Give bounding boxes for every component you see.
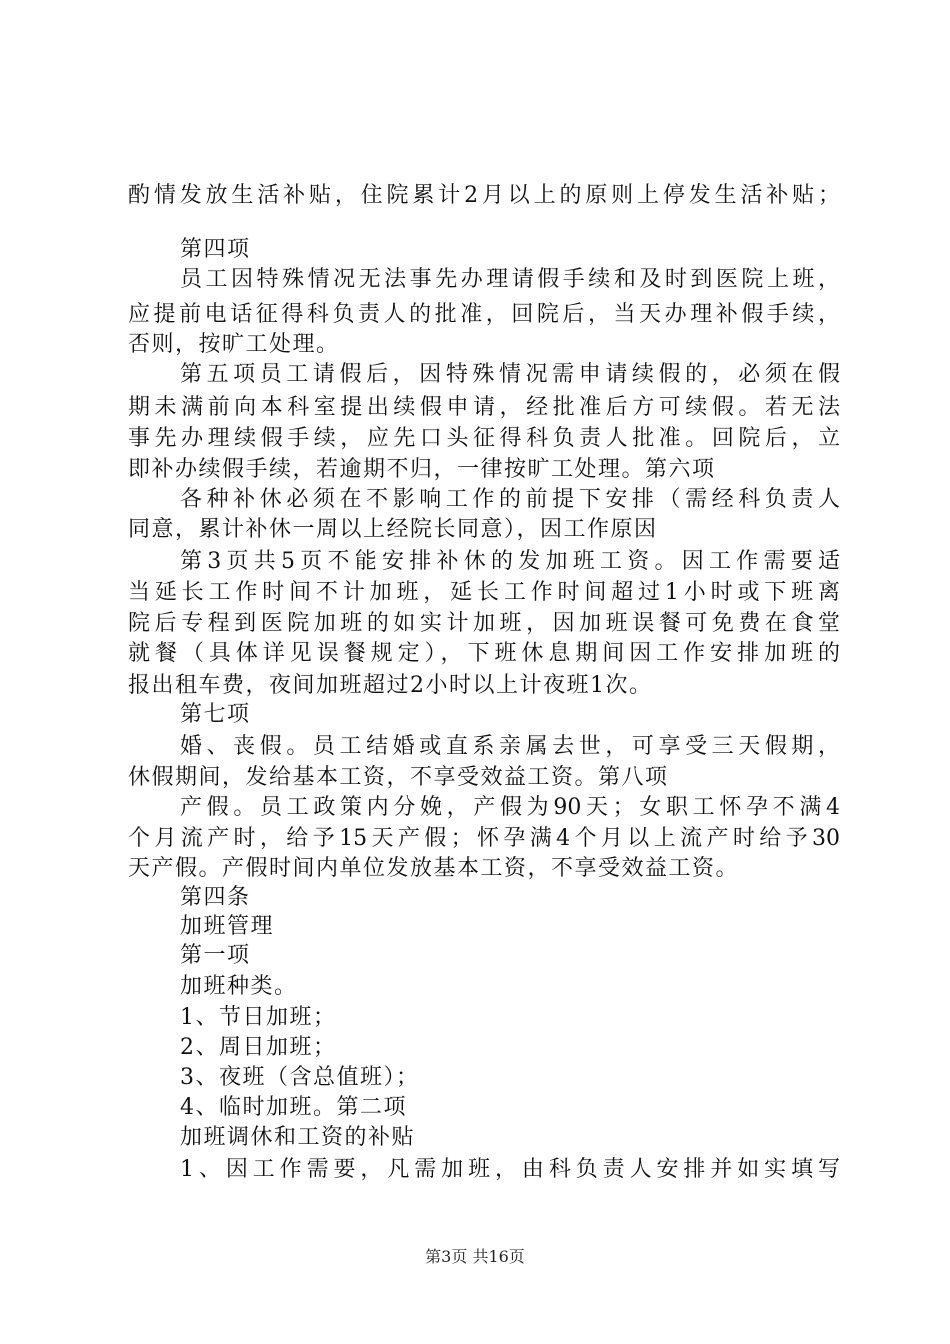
text-line: 第3页共5页不能安排补休的发加班工资。因工作需要适 [180, 549, 840, 574]
text-line: 产假。员工政策内分娩，产假为90天；女职工怀孕不满4 [180, 795, 840, 820]
page-footer: 第3页 共16页 [425, 1247, 525, 1266]
article-heading: 第四条 [180, 885, 251, 910]
text-line: 应提前电话征得科负责人的批准，回院后，当天办理补假手续， [128, 302, 840, 327]
text-line: 休假期间，发给基本工资，不享受效益工资。第八项 [128, 765, 669, 790]
text-line: 各种补休必须在不影响工作的前提下安排（需经科负责人 [180, 487, 840, 512]
text-line: 即补办续假手续，若逾期不归，一律按旷工处理。第六项 [128, 457, 716, 482]
list-item: 4、临时加班。第二项 [180, 1095, 407, 1120]
section-heading: 第七项 [180, 702, 251, 727]
text-line: 加班种类。 [180, 974, 298, 999]
text-line: 第五项员工请假后，因特殊情况需申请续假的，必须在假 [180, 362, 840, 387]
text-line: 报出租车费，夜间加班超过2小时以上计夜班1次。 [128, 673, 653, 698]
section-heading: 第一项 [180, 943, 251, 968]
text-line: 个月流产时，给予15天产假；怀孕满4个月以上流产时给予30 [128, 826, 840, 851]
section-title: 加班调休和工资的补贴 [180, 1125, 416, 1150]
list-item: 1、节日加班； [180, 1005, 337, 1030]
text-line: 员工因特殊情况无法事先办理请假手续和及时到医院上班， [180, 267, 840, 292]
text-line: 同意，累计补休一周以上经院长同意），因工作原因 [128, 517, 658, 542]
list-item: 1、因工作需要，凡需加班，由科负责人安排并如实填写 [180, 1157, 840, 1182]
text-line: 院后专程到医院加班的如实计加班，因加班误餐可免费在食堂 [128, 611, 840, 636]
section-heading: 第四项 [180, 237, 251, 262]
text-line: 否则，按旷工处理。 [128, 332, 340, 357]
text-line: 事先办理续假手续，应先口头征得科负责人批准。回院后，立 [128, 426, 840, 451]
text-line: 酌情发放生活补贴，住院累计2月以上的原则上停发生活补贴； [128, 183, 840, 208]
text-line: 婚、丧假。员工结婚或直系亲属去世，可享受三天假期， [180, 734, 840, 759]
text-line: 期未满前向本科室提出续假申请，经批准后方可续假。若无法 [128, 395, 840, 420]
text-line: 当延长工作时间不计加班，延长工作时间超过1小时或下班离 [128, 580, 840, 605]
article-title: 加班管理 [180, 914, 275, 939]
text-line: 天产假。产假时间内单位发放基本工资，不享受效益工资。 [128, 856, 740, 881]
list-item: 3、夜班（含总值班）； [180, 1065, 420, 1090]
list-item: 2、周日加班； [180, 1035, 337, 1060]
text-line: 就餐（具体详见误餐规定），下班休息期间因工作安排加班的 [128, 641, 840, 666]
